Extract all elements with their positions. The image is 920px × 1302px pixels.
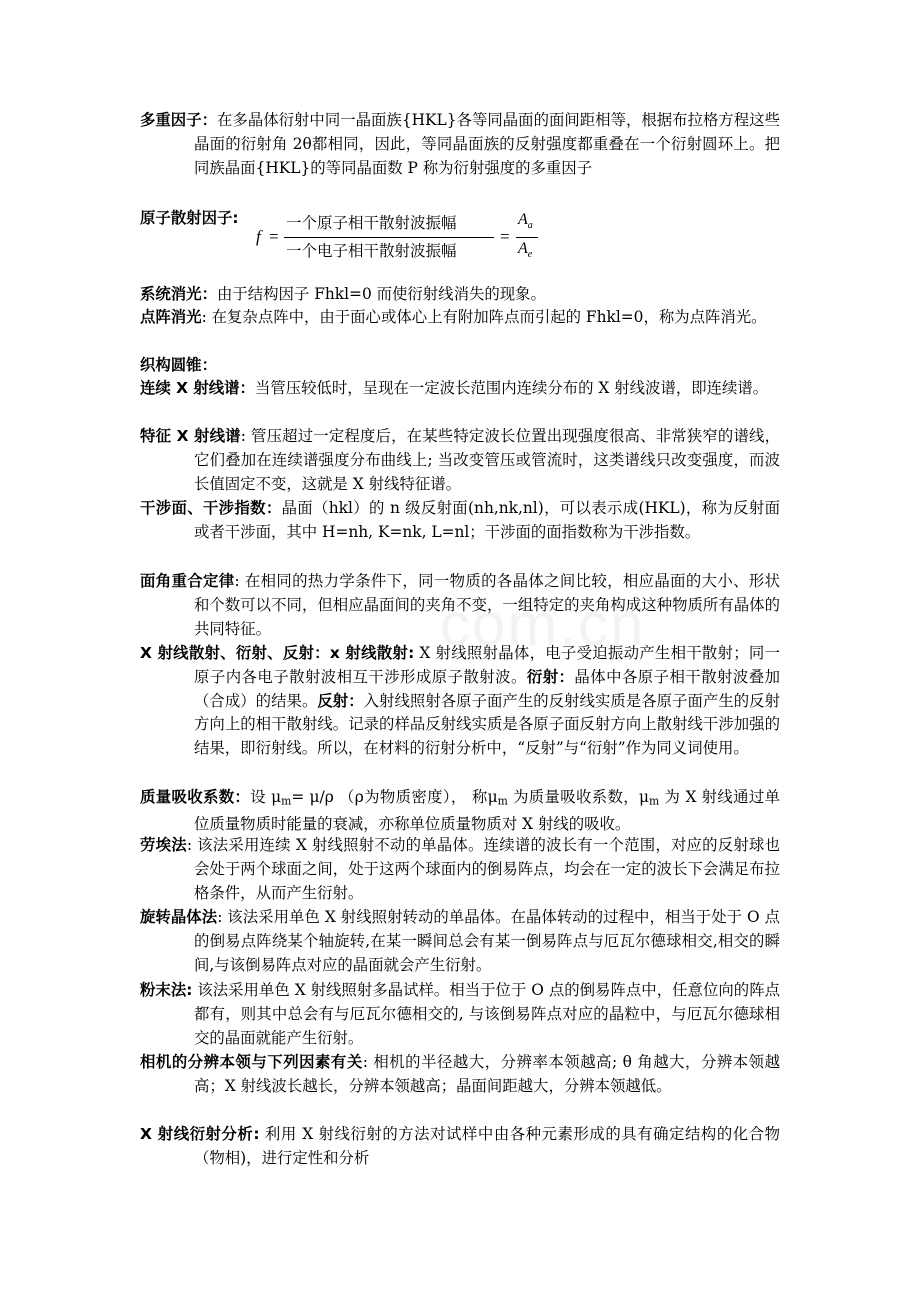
term-laue-method: 劳埃法 — [140, 836, 187, 854]
term-atomic-scattering-factor: 原子散射因子: — [140, 209, 239, 227]
definition-camera-resolution: : 相机的半径越大，分辨率本领越高; θ 角越大，分辨本领越高；X 射线波长越长，分辨本领越高；晶面间距越大，分辨本领越低。 — [194, 1053, 780, 1095]
definition-characteristic-spectrum: : 管压超过一定程度后，在某些特定波长位置出现强度很高、非常狭窄的谱线，它们叠加在连续谱强度分布曲线上; 当改变管压或管流时，这类谱线只改变强度，而波长值固定不变，这就是 X 射线特征谱。 — [194, 427, 780, 493]
term-texture-cone: 织构圆锥： — [140, 356, 217, 374]
formula-rhs-numerator — [518, 211, 533, 231]
term-x-ray-scattering: x 射线散射: — [329, 644, 415, 662]
definition-laue-method: : 该法采用连续 X 射线照射不动的单晶体。连续谱的波长有一个范围，对应的反射球也会处于两个球面之间，处于这两个球面内的倒易阵点，均会在一定的波长下会满足布拉格条件，从而产生衍射。 — [186, 836, 780, 902]
mass-absorption-sub-1: m — [281, 794, 292, 808]
formula-rhs-den-sub: e — [527, 249, 533, 261]
entry-continuous-spectrum — [140, 377, 780, 401]
entry-texture-cone — [140, 354, 780, 378]
term-interference-plane: 干涉面、干涉指数： — [140, 499, 282, 517]
formula-rhs-num-sub: a — [527, 220, 533, 232]
term-scattering-diffraction-reflection: X 射线散射、衍射、反射： — [140, 644, 330, 662]
definition-scattering: X 射线照射晶体，电子受迫振动产生相干散射；同一原子内各电子散射波相互干涉形成原子散射波。 — [194, 644, 780, 686]
entry-camera-resolution — [140, 1051, 780, 1099]
entry-lattice-extinction — [140, 306, 780, 330]
term-characteristic-spectrum: 特征 X 射线谱 — [140, 427, 241, 445]
definition-interference-plane: 晶面（hkl）的 n 级反射面(nh,nk,nl)，可以表示成(HKL)，称为反射面或者干涉面，其中 H=nh, K=nk, L=nl；干涉面的面指数称为干涉指数。 — [194, 499, 780, 541]
entry-systematic-extinction — [140, 283, 780, 307]
term-lattice-extinction: 点阵消光 — [140, 308, 202, 326]
term-diffraction: 衍射： — [526, 667, 575, 686]
formula-rhs-denominator — [518, 240, 532, 260]
entry-mass-absorption — [140, 786, 780, 837]
term-constancy-of-angles: 面角重合定律 — [140, 572, 235, 590]
entry-xrd-analysis — [140, 1123, 780, 1171]
definition-diffraction: 晶体中各原子相干散射波叠加（合成）的结果。 — [194, 667, 780, 710]
formula-equals-1: = — [269, 227, 279, 246]
mass-absorption-sub-3: m — [649, 794, 660, 808]
definition-continuous-spectrum: 当管压较低时，呈现在一定波长范围内连续分布的 X 射线波谱，即连续谱。 — [254, 379, 769, 397]
mass-absorption-part-4: 为 X 射线通过单位质量物质时能量的衰减，亦称单位质量物质对 X 射线的吸收。 — [194, 788, 780, 834]
term-reflection: 反射： — [317, 691, 364, 710]
fraction-bar-2 — [516, 237, 538, 238]
formula-lhs: f — [256, 227, 261, 246]
definition-multiplicity-factor: 在多晶体衍射中同一晶面族{HKL}各等同晶面的面间距相等，根据布拉格方程这些晶面的衍射角 2θ都相同，因此，等同晶面族的反射强度都重叠在一个衍射圆环上。把同族晶面{HKL}的等同晶面数 P 称为衍射强度的多重因子 — [194, 111, 780, 177]
definition-lattice-extinction: : 在复杂点阵中，由于面心或体心上有附加阵点而引起的 Fhkl=0，称为点阵消光。 — [201, 308, 767, 326]
mass-absorption-part-1: 设 μ — [250, 788, 282, 806]
formula-denominator: 一个电子相干散射波振幅 — [286, 243, 457, 260]
definition-reflection: 入射线照射各原子面产生的反射线实质是各原子面产生的反射方向上的相干散射线。记录的样品反射线实质是各原子面反射方向上散射线干涉加强的结果，即衍射线。所以，在材料的衍射分析中，“反射”与“衍射”作为同义词使用。 — [194, 691, 780, 758]
entry-interference-plane — [140, 497, 780, 545]
definition-constancy-of-angles: : 在相同的热力学条件下，同一物质的各晶体之间比较，相应晶面的大小、形状和个数可以不同，但相应晶面间的夹角不变，一组特定的夹角构成这种物质所有晶体的共同特征。 — [194, 572, 780, 638]
formula-rhs-den-symbol: A — [518, 240, 528, 257]
entry-laue-method — [140, 834, 780, 905]
mass-absorption-part-2: = μ/ρ （ρ为物质密度）， 称μ — [291, 788, 498, 806]
entry-constancy-of-angles — [140, 570, 780, 641]
formula-rhs-num-symbol: A — [518, 211, 528, 228]
entry-multiplicity-factor — [140, 109, 780, 180]
mass-absorption-sub-2: m — [497, 794, 508, 808]
formula-numerator: 一个原子相干散射波振幅 — [286, 215, 457, 232]
entry-characteristic-spectrum — [140, 425, 780, 496]
term-camera-resolution: 相机的分辨本领与下列因素有关 — [140, 1053, 363, 1071]
definition-rotating-crystal: : 该法采用单色 X 射线照射转动的单晶体。在晶体转动的过程中，相当于处于 O 点的倒易点阵绕某个轴旋转,在某一瞬间总会有某一倒易阵点与厄瓦尔德球相交,相交的瞬间,与该倒易阵点对应的晶面就会产生衍射。 — [194, 908, 780, 974]
entry-rotating-crystal — [140, 906, 780, 977]
fraction-bar-1 — [284, 237, 494, 238]
atomic-scattering-formula — [256, 208, 556, 268]
term-powder-method: 粉末法: — [140, 981, 193, 999]
term-multiplicity-factor: 多重因子： — [140, 111, 218, 129]
definition-powder-method: 该法采用单色 X 射线照射多晶试样。相当于位于 O 点的倒易阵点中，任意位向的阵点都有，则其中总会有与厄瓦尔德相交的, 与该倒易阵点对应的晶粒中，与厄瓦尔德球相交的晶面就能产生衍射。 — [192, 981, 780, 1047]
term-continuous-spectrum: 连续 X 射线谱： — [140, 379, 255, 397]
term-mass-absorption: 质量吸收系数： — [140, 788, 251, 806]
mass-absorption-part-3: 为质量吸收系数，μ — [507, 788, 649, 806]
entry-powder-method — [140, 979, 780, 1050]
term-xrd-analysis: X 射线衍射分析: — [140, 1125, 260, 1143]
definition-systematic-extinction: 由于结构因子 Fhkl=0 而使衍射线消失的现象。 — [216, 285, 546, 303]
entry-scattering-diffraction-reflection — [140, 642, 780, 761]
term-systematic-extinction: 系统消光： — [140, 285, 217, 303]
term-rotating-crystal: 旋转晶体法 — [140, 908, 218, 926]
formula-equals-2: = — [500, 227, 510, 246]
definition-xrd-analysis: 利用 X 射线衍射的方法对试样中由各种元素形成的具有确定结构的化合物（物相)，进行定性和分析 — [194, 1125, 780, 1167]
